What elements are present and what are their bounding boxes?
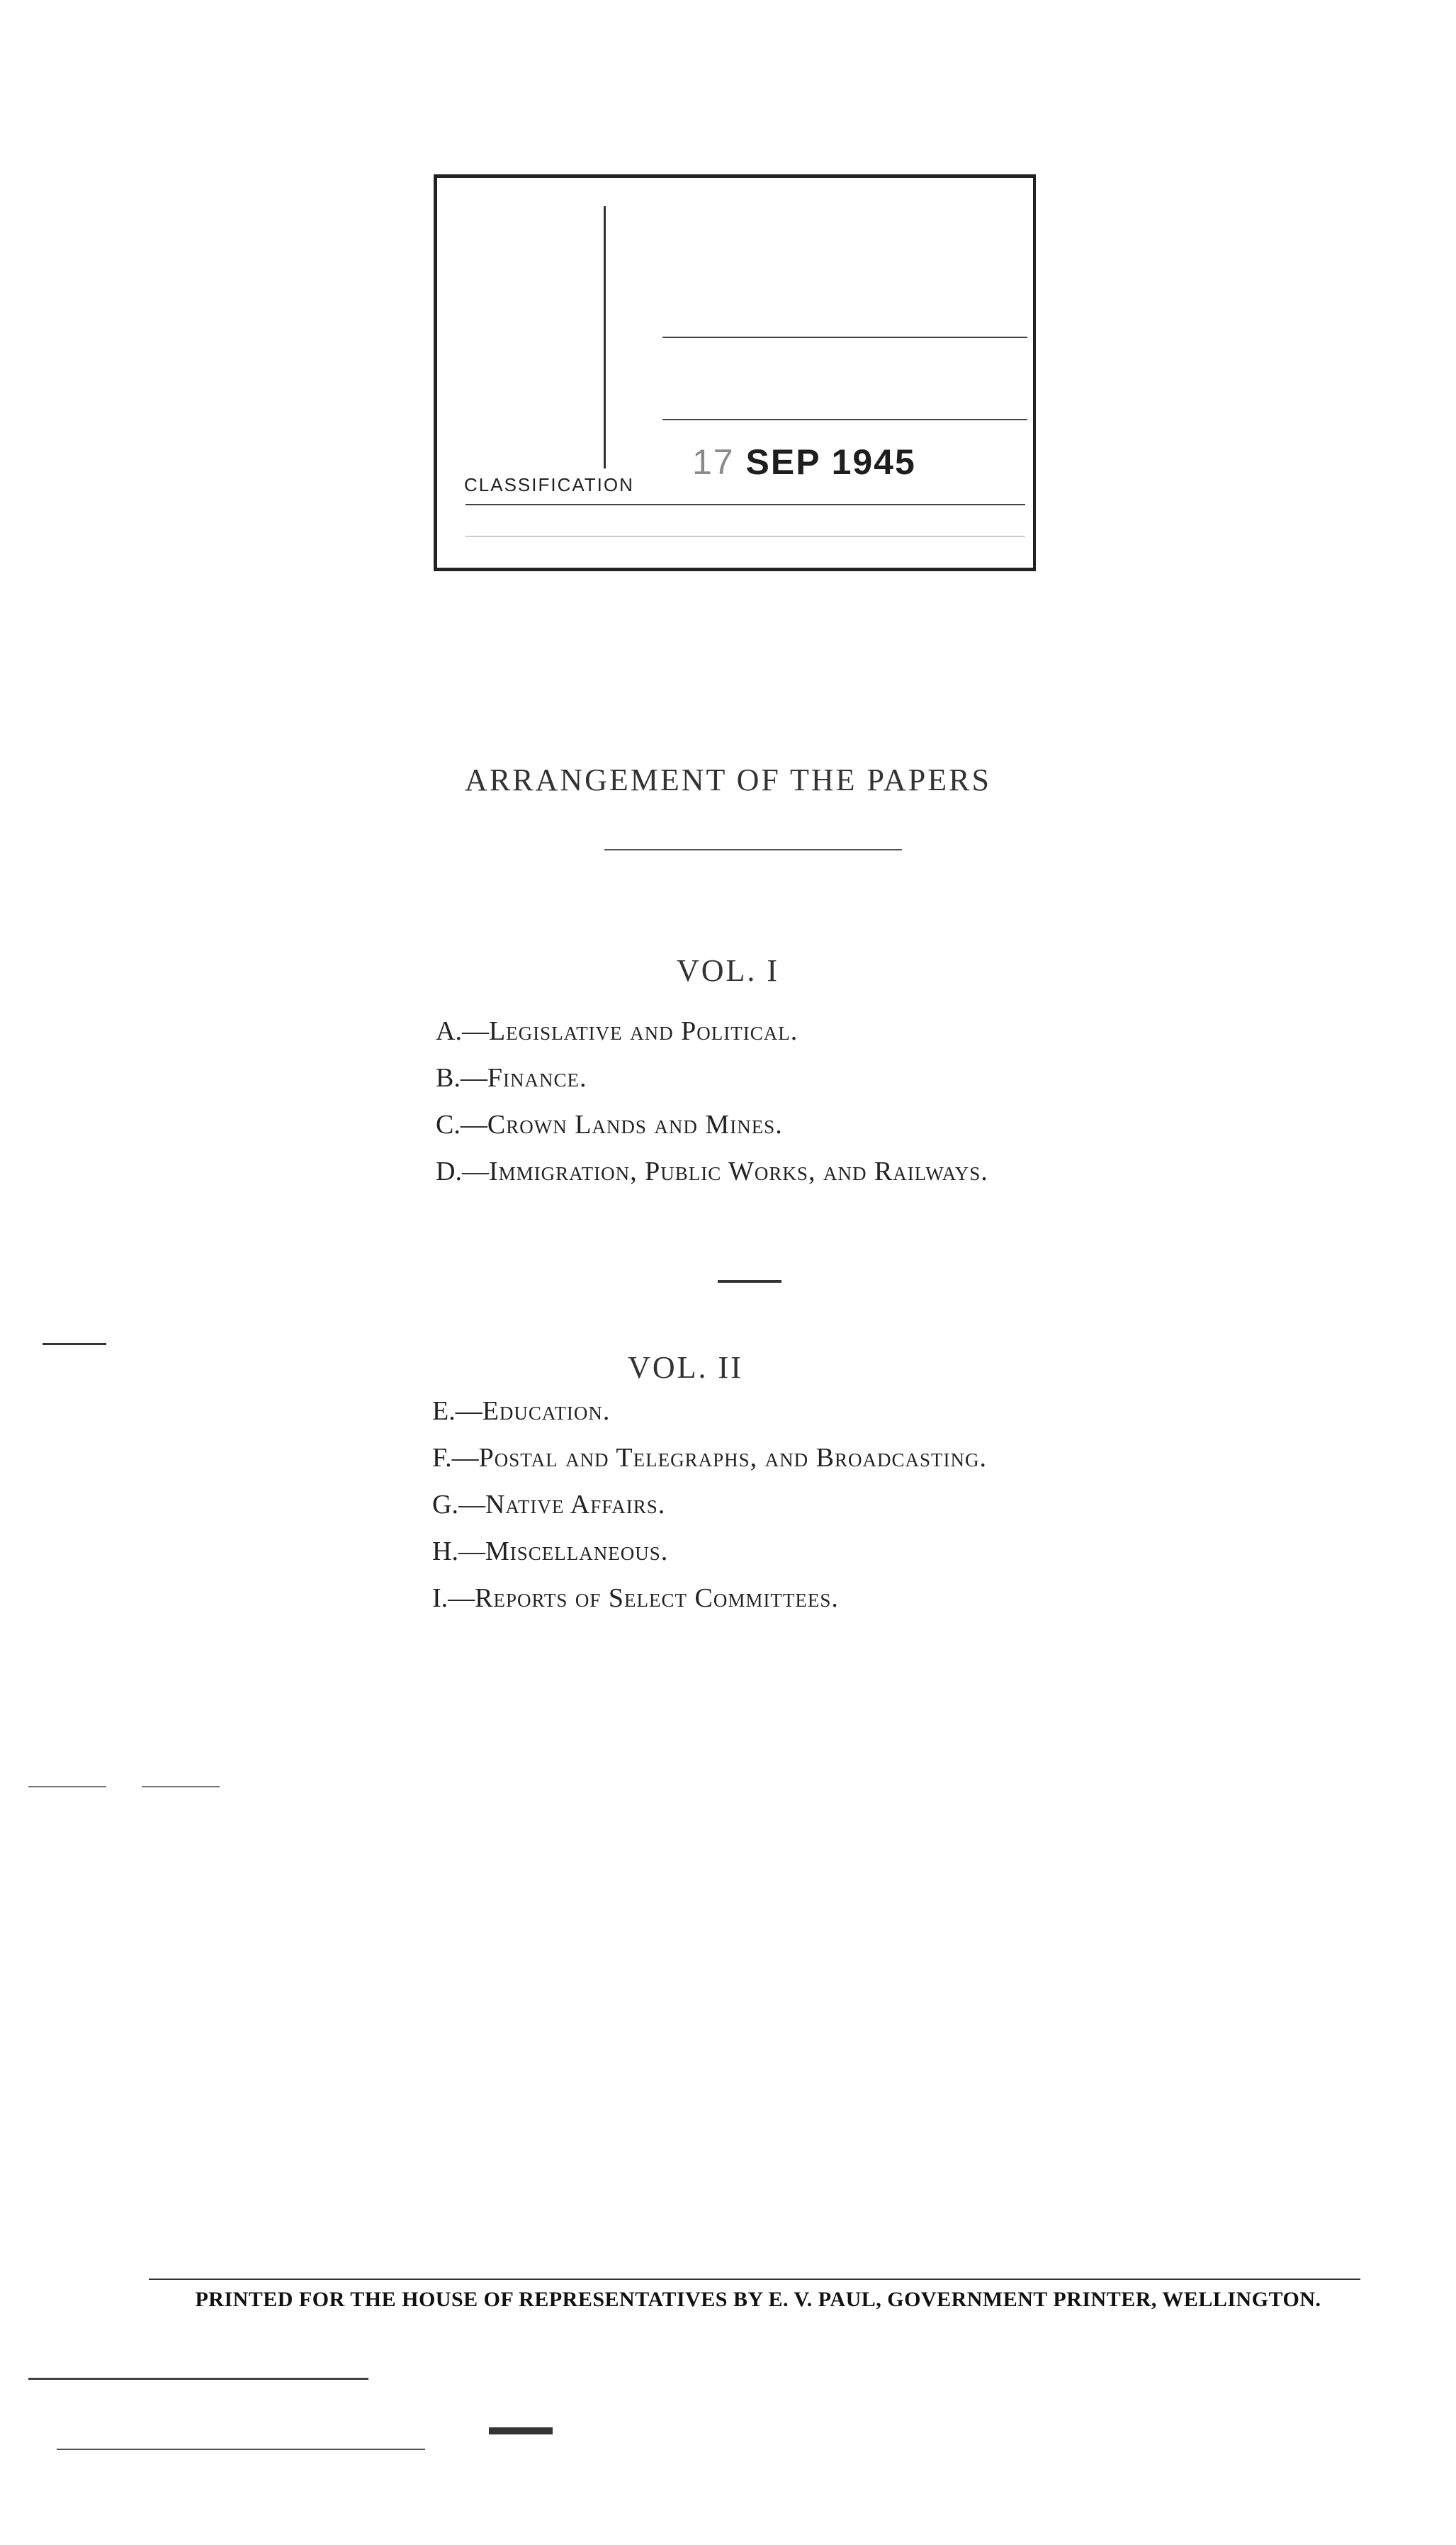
item-text: Immigration, Public Works, and Railways.: [488, 1157, 988, 1186]
scan-mark: [57, 2449, 425, 2450]
item-text: Reports of Select Committees.: [475, 1583, 839, 1613]
volume-1-list: [436, 1008, 988, 1195]
printer-imprint: PRINTED FOR THE HOUSE OF REPRESENTATIVES BY E. V. PAUL, GOVERNMENT PRINTER, WELLINGTON.: [195, 2288, 1321, 2311]
page-title: ARRANGEMENT OF THE PAPERS: [465, 763, 991, 797]
scan-mark: [28, 2378, 368, 2380]
list-item: [432, 1388, 987, 1434]
scan-mark: [28, 1786, 106, 1787]
item-text: Education.: [482, 1396, 611, 1426]
item-letter: D.—: [436, 1157, 489, 1186]
item-letter: A.—: [436, 1016, 489, 1046]
stamp-line: [662, 419, 1027, 420]
stamp-classification-label: CLASSIFICATION: [464, 474, 634, 495]
item-letter: F.—: [432, 1443, 479, 1473]
stamp-divider: [604, 206, 606, 468]
scan-mark: [142, 1786, 220, 1787]
list-item: [432, 1481, 987, 1528]
footer-rule: [149, 2279, 1360, 2280]
item-letter: G.—: [432, 1490, 485, 1519]
scan-mark: [489, 2427, 553, 2434]
list-item: [436, 1101, 988, 1148]
item-letter: C.—: [436, 1110, 487, 1140]
item-text: Native Affairs.: [485, 1490, 666, 1519]
item-letter: H.—: [432, 1536, 485, 1566]
title-rule: [604, 849, 902, 850]
item-text: Crown Lands and Mines.: [487, 1110, 783, 1140]
list-item: [432, 1528, 987, 1575]
list-item: [436, 1008, 988, 1055]
volume-2-list: [432, 1388, 987, 1622]
stamp-line: [465, 504, 1025, 505]
volume-2-heading: VOL. II: [628, 1350, 743, 1385]
list-item: [436, 1055, 988, 1101]
receipt-stamp-box: [434, 174, 1036, 571]
item-letter: E.—: [432, 1396, 482, 1426]
item-text: Legislative and Political.: [488, 1016, 798, 1046]
item-letter: I.—: [432, 1583, 475, 1613]
stamp-date-day: 17: [692, 442, 735, 482]
item-text: Finance.: [487, 1063, 587, 1093]
list-item: [432, 1434, 987, 1481]
stamp-line: [662, 337, 1027, 338]
stamp-date: [692, 442, 916, 483]
stamp-date-month-year: SEP 1945: [745, 442, 916, 482]
list-item: [436, 1148, 988, 1195]
volume-1-heading: VOL. I: [676, 953, 780, 988]
scan-mark: [43, 1343, 106, 1345]
item-letter: B.—: [436, 1063, 487, 1093]
item-text: Miscellaneous.: [485, 1536, 669, 1566]
item-text: Postal and Telegraphs, and Broadcasting.: [478, 1443, 987, 1473]
section-divider: [718, 1280, 781, 1283]
list-item: [432, 1575, 987, 1622]
